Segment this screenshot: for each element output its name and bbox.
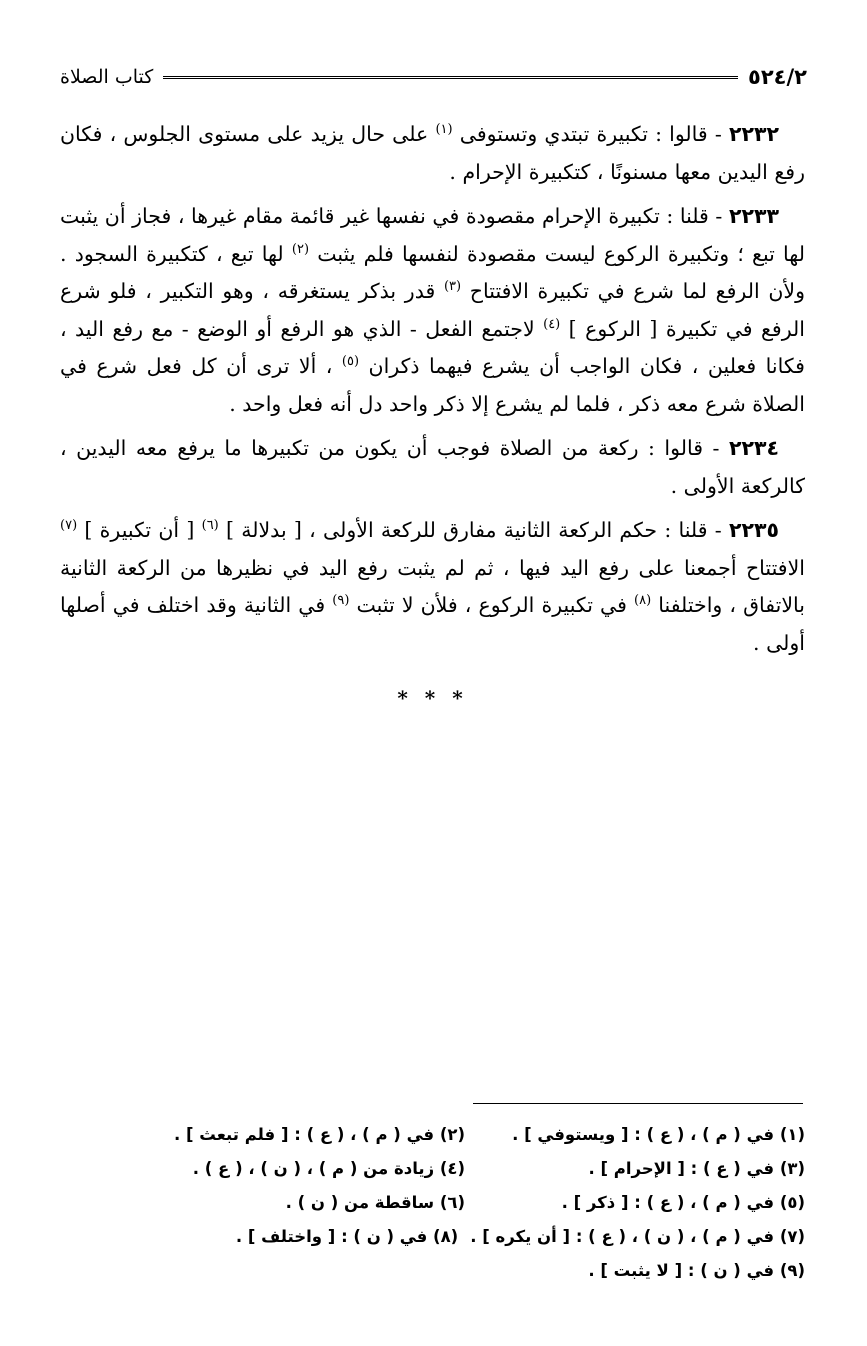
footnote-row (72, 1186, 805, 1220)
paragraph-text: الافتتاح أجمعنا على رفع اليد فيها ، ثم لم يثبت رفع اليد في نظيرها من الركعة الثانية بالاتفاق ، واختلفنا (60, 555, 805, 617)
paragraph-2233 (60, 198, 805, 423)
footnote-ref: (٩) (332, 593, 350, 609)
book-title: كتاب الصلاة (60, 66, 154, 88)
footnote-row (72, 1152, 805, 1186)
paragraph-text: في تكبيرة الركوع ، فلأن لا تثبت (349, 593, 635, 617)
paragraph-text: [ أن تكبيرة ] (77, 518, 202, 542)
page-number: ٥٢٤/٢ (748, 65, 807, 89)
paragraph-number: ٢٢٣٤ (728, 436, 779, 460)
paragraph-text: ، ألا ترى أن كل فعل شرع في الصلاة شرع معه ذكر ، فلما لم يشرع إلا ذكر واحد دل أنه فعل واحد . (60, 354, 805, 416)
paragraph-number: ٢٢٣٣ (728, 204, 779, 228)
footnote-ref: (٨) (634, 593, 652, 609)
paragraph-text: - قلنا : حكم الركعة الثانية مفارق للركعة الأولى ، [ بدلالة ] (218, 518, 729, 542)
section-separator: * * * (397, 686, 468, 710)
footnote-ref: (٥) (341, 354, 360, 370)
footnote-row (72, 1254, 805, 1288)
footnote-ref: (٦) (201, 518, 219, 534)
footnote-7: (٧) في ( م ) ، ( ن ) ، ( ع ) : [ أن يكره ] . (470, 1227, 805, 1246)
footnote-6: (٦) ساقطة من ( ن ) . (285, 1193, 465, 1212)
paragraph-number: ٢٢٣٢ (728, 122, 780, 146)
paragraph-text: لها تبع ، كتكبيرة السجود . ولأن الرفع لما شرع في تكبيرة الافتتاح (60, 241, 805, 303)
footnote-1: (١) في ( م ) ، ( ع ) : [ ويستوفي ] . (512, 1125, 805, 1144)
paragraph-text: - قالوا : تكبيرة تبتدي وتستوفى (452, 122, 729, 146)
footnote-ref: (١) (435, 122, 453, 138)
footnote-ref: (٣) (443, 279, 462, 295)
footnote-9: (٩) في ( ن ) : [ لا يثبت ] . (588, 1261, 805, 1280)
paragraph-2232 (60, 116, 805, 191)
paragraph-text: على حال يزيد على مستوى الجلوس ، فكان رفع اليدين معها مسنونًا ، كتكبيرة الإحرام . (60, 122, 805, 184)
footnote-3: (٣) في ( ع ) : [ الإحرام ] . (588, 1159, 805, 1178)
footnote-ref: (٤) (543, 316, 561, 332)
footnote-2: (٢) في ( م ) ، ( ع ) : [ فلم تبعث ] . (173, 1125, 465, 1144)
main-text (60, 116, 805, 718)
footnote-row (72, 1220, 805, 1254)
header-rule (163, 76, 738, 79)
footnote-5: (٥) في ( م ) ، ( ع ) : [ ذكر ] . (561, 1193, 805, 1212)
paragraph-number: ٢٢٣٥ (728, 518, 779, 542)
footnote-4: (٤) زيادة من ( م ) ، ( ن ) ، ( ع ) . (192, 1159, 465, 1178)
footnote-ref: (٧) (60, 518, 78, 534)
paragraph-2234 (60, 430, 805, 505)
footnote-rule (473, 1103, 803, 1104)
paragraph-text: لاجتمع الفعل - الذي هو الرفع أو الوضع - مع رفع اليد ، فكانا فعلين ، فكان الواجب أن يشرع فيهما ذكران (60, 316, 805, 378)
footnotes (72, 1118, 805, 1288)
paragraph-text: قدر بذكر يستغرقه ، وهو التكبير ، فلو شرع الرفع في تكبيرة [ الركوع ] (60, 279, 805, 341)
paragraph-text: - قلنا : تكبيرة الإحرام مقصودة في نفسها غير قائمة مقام غيرها ، فجاز أن يثبت لها تبع ؛ وتكبيرة الركوع ليست مقصودة لنفسها فلم يثبت (60, 204, 805, 266)
paragraph-text: في الثانية وقد اختلف في أصلها أولى . (60, 593, 805, 655)
footnote-8: (٨) في ( ن ) : [ واختلف ] . (235, 1227, 459, 1246)
footnote-ref: (٢) (291, 241, 310, 257)
footnote-row (72, 1118, 805, 1152)
paragraph-2235 (60, 512, 805, 662)
page-header (60, 62, 807, 92)
paragraph-text: - قالوا : ركعة من الصلاة فوجب أن يكون من تكبيرها ما يرفع معه اليدين ، كالركعة الأولى . (60, 436, 805, 498)
